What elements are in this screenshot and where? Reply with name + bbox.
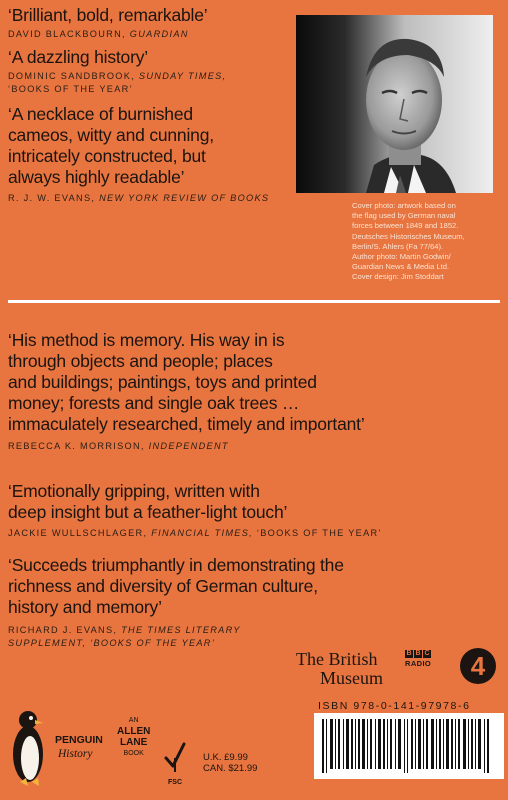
price-uk: U.K. £9.99 <box>203 752 248 763</box>
cover-credit: Cover photo: artwork based on the flag used by German naval forces between 1849 and 1852. Deutsches Historisches Museum, Berlin/S. Ahlers (Fa 77/64). Author photo: Martin Godwin/ Guardian News & Media Ltd. Cover design: Jim Stoddart <box>352 201 465 282</box>
attribution-2: DOMINIC SANDBROOK, SUNDAY TIMES, <box>8 71 227 81</box>
radio-4-circle: 4 <box>460 648 496 684</box>
bbc-letter-c: C <box>424 650 430 657</box>
divider-rule <box>8 300 500 303</box>
penguin-logo <box>6 706 50 788</box>
quote-5: ‘Emotionally gripping, written with deep insight but a feather-light touch’ <box>8 481 288 522</box>
tree-checkmark-icon <box>163 738 187 774</box>
attribution-1: DAVID BLACKBOURN, GUARDIAN <box>8 29 189 39</box>
quote-4: ‘His method is memory. His way in is through objects and people; places and buildings; paintings, toys and printed money; forests and single oak trees … immaculately researched, timely and important’ <box>8 330 365 434</box>
radio-label: RADIO <box>405 659 432 668</box>
author-photo <box>296 15 493 193</box>
bbc-radio-4-logo <box>405 650 431 668</box>
quote-6: ‘Succeeds triumphantly in demonstrating the richness and diversity of German culture, history and memory’ <box>8 555 344 617</box>
attribution-5: JACKIE WULLSCHLAGER, FINANCIAL TIMES, ‘BOOKS OF THE YEAR’ <box>8 528 382 538</box>
allen-lane-an: AN <box>128 717 139 724</box>
attribution-6: RICHARD J. EVANS, THE TIMES LITERARY <box>8 625 241 635</box>
fsc-label: FSC <box>168 779 182 786</box>
bbc-letter-b2: B <box>415 650 421 657</box>
barcode <box>314 713 504 779</box>
allen-lane-lane: LANE <box>120 737 148 748</box>
allen-lane-book: BOOK <box>123 750 144 757</box>
bbc-blocks <box>405 650 431 658</box>
penguin-icon <box>6 706 50 788</box>
penguin-label: PENGUIN <box>55 734 103 746</box>
isbn-text: ISBN 978-0-141-97978-6 <box>318 700 471 712</box>
quote-2: ‘A dazzling history’ <box>8 47 148 67</box>
allen-lane-logo <box>117 715 150 759</box>
bbc-letter-b1: B <box>406 650 412 657</box>
price-block <box>203 752 257 774</box>
quote-1: ‘Brilliant, bold, remarkable’ <box>8 5 208 25</box>
fsc-logo <box>163 738 187 786</box>
penguin-history-label: History <box>58 748 93 760</box>
allen-lane-allen: ALLEN <box>117 726 151 737</box>
attribution-6-extra: SUPPLEMENT, ‘BOOKS OF THE YEAR’ <box>8 638 216 648</box>
barcode-bars <box>314 713 504 779</box>
attribution-2-extra: ‘BOOKS OF THE YEAR’ <box>8 84 133 94</box>
attribution-4: REBECCA K. MORRISON, INDEPENDENT <box>8 441 229 451</box>
price-can: CAN. $21.99 <box>203 763 258 774</box>
attribution-3: R. J. W. EVANS, NEW YORK REVIEW OF BOOKS <box>8 193 270 203</box>
british-museum-logo: The British Museum <box>296 649 383 688</box>
quote-3: ‘A necklace of burnished cameos, witty and cunning, intricately constructed, but always highly readable’ <box>8 104 214 187</box>
